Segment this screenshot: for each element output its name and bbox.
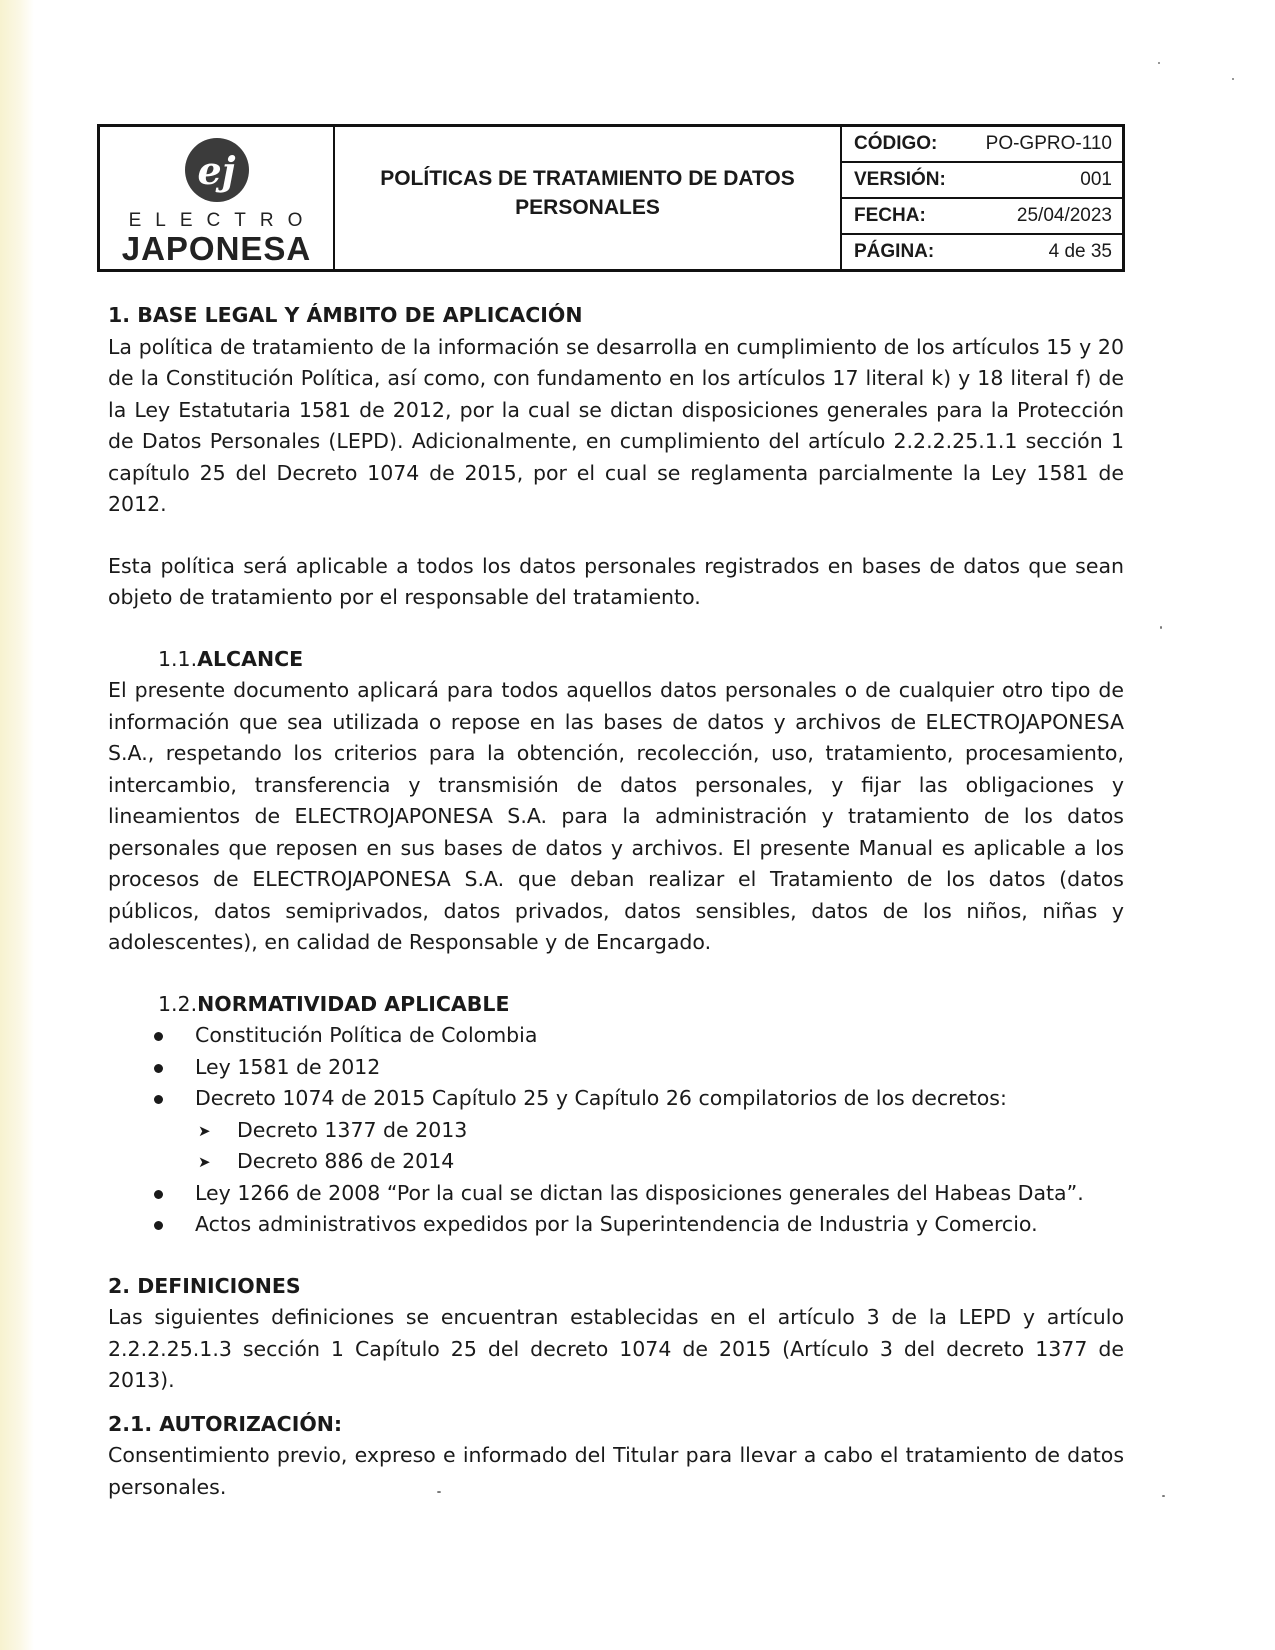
logo-mark-icon: ej [185, 138, 249, 202]
section-number: 1.2. [158, 991, 198, 1016]
section-1-1-heading [158, 644, 1124, 676]
sublist-item-text: Decreto 886 de 2014 [237, 1149, 455, 1173]
section-2-heading: 2. DEFINICIONES [108, 1273, 301, 1298]
meta-value: PO-GPRO-110 [985, 133, 1112, 154]
scan-speck [1160, 626, 1162, 629]
list-item [108, 1178, 1124, 1210]
document-body [108, 300, 1124, 1503]
sublist-item [108, 1146, 1124, 1178]
section-1-1-body: El presente documento aplicará para todos aquellos datos personales o de cualquier otro tipo de información que sea utilizada o repose en las bases de datos y archivos de ELECTROJAPONESA S.A., respetando los criterios para la obtención, recolección, uso, tratamiento, procesamiento, intercambio, transferencia y transmisión de datos personales, y fijar las obligaciones y lineamientos de ELECTROJAPONESA S.A. para la administración y tratamiento de los datos personales que reposen en sus bases de datos y archivos. El presente Manual es aplicable a los procesos de ELECTROJAPONESA S.A. que deban realizar el Tratamiento de los datos (datos públicos, datos semiprivados, datos privados, datos sensibles, datos de los niños, niñas y adolescentes), en calidad de Responsable y de Encargado. [108, 678, 1124, 954]
list-item-text: Constitución Política de Colombia [195, 1023, 538, 1047]
section-1-heading: 1. BASE LEGAL Y ÁMBITO DE APLICACIÓN [108, 303, 583, 327]
meta-value: 4 de 35 [1048, 241, 1112, 262]
scan-speck [437, 1491, 441, 1493]
section-number: 1.1. [158, 646, 198, 671]
section-1-paragraph-2: Esta política será aplicable a todos los datos personales registrados en bases de datos que sean objeto de tratamiento por el responsable del tratamiento. [108, 553, 1124, 609]
scan-speck [1162, 1495, 1165, 1497]
meta-label: VERSIÓN: [854, 169, 946, 190]
meta-row-page [842, 235, 1122, 269]
meta-label: PÁGINA: [854, 241, 935, 262]
bullet-icon [154, 1064, 163, 1073]
meta-label: FECHA: [854, 205, 926, 226]
arrow-bullet-icon: ➤ [198, 1121, 211, 1140]
arrow-bullet-icon: ➤ [198, 1153, 211, 1171]
list-item [108, 1052, 1124, 1084]
scan-speck [1232, 78, 1234, 80]
sublist-item-text: Decreto 1377 de 2013 [237, 1117, 468, 1142]
list-item [108, 1083, 1124, 1115]
bullet-icon [154, 1221, 163, 1230]
logo-text-bottom: JAPONESA [121, 230, 312, 267]
sublist-item [108, 1115, 1124, 1147]
meta-value: 25/04/2023 [1016, 205, 1112, 226]
logo-text-top: ELECTRO [128, 210, 317, 231]
list-item [108, 1209, 1124, 1241]
bullet-icon [154, 1032, 163, 1041]
title-line-2: PERSONALES [515, 196, 660, 219]
section-title: NORMATIVIDAD APLICABLE [197, 991, 510, 1016]
section-1-2-heading [158, 989, 1124, 1021]
list-item-text: Decreto 1074 de 2015 Capítulo 25 y Capítulo 26 compilatorios de los decretos: [195, 1086, 1007, 1110]
list-item-text: Actos administrativos expedidos por la Superintendencia de Industria y Comercio. [195, 1212, 1038, 1236]
regulation-list [108, 1020, 1124, 1115]
meta-label: CÓDIGO: [854, 133, 938, 154]
section-2-1-heading: 2.1. AUTORIZACIÓN: [108, 1411, 343, 1436]
list-item-text: Ley 1266 de 2008 “Por la cual se dictan las disposiciones generales del Habeas Data”. [195, 1180, 1084, 1205]
section-1-paragraph-1: La política de tratamiento de la información se desarrolla en cumplimiento de los artículos 15 y 20 de la Constitución Política, así como, con fundamento en los artículos 17 literal k) y 18 literal f) de la Ley Estatutaria 1581 de 2012, por la cual se dictan disposiciones generales para la Protección de Datos Personales (LEPD). Adicionalmente, en cumplimiento del artículo 2.2.2.25.1.1 sección 1 capítulo 25 del Decreto 1074 de 2015, por el cual se reglamenta parcialmente la Ley 1581 de 2012. [108, 334, 1124, 516]
list-item-text: Ley 1581 de 2012 [195, 1054, 381, 1079]
section-2-1-body: Consentimiento previo, expreso e informado del Titular para llevar a cabo el tratamiento de datos personales. [108, 1443, 1124, 1499]
meta-row-date [842, 199, 1122, 235]
section-title: ALCANCE [197, 646, 304, 671]
decree-sublist [108, 1115, 1124, 1178]
meta-row-code [842, 127, 1122, 163]
section-2-body: Las siguientes definiciones se encuentran establecidas en el artículo 3 de la LEPD y artículo 2.2.2.25.1.3 sección 1 Capítulo 25 del decreto 1074 de 2015 (Artículo 3 del decreto 1377 de 2013). [108, 1305, 1124, 1392]
bullet-icon [154, 1095, 163, 1104]
meta-row-version [842, 163, 1122, 199]
meta-value: 001 [1080, 169, 1112, 190]
regulation-list-continued [108, 1178, 1124, 1241]
document-title [335, 127, 842, 269]
bullet-icon [154, 1190, 163, 1199]
scan-speck [1158, 62, 1160, 64]
scan-edge [0, 0, 34, 1650]
document-header [97, 124, 1125, 272]
list-item [108, 1020, 1124, 1052]
title-line-1: POLÍTICAS DE TRATAMIENTO DE DATOS [380, 167, 795, 190]
document-meta [842, 127, 1122, 269]
company-logo [100, 127, 335, 269]
